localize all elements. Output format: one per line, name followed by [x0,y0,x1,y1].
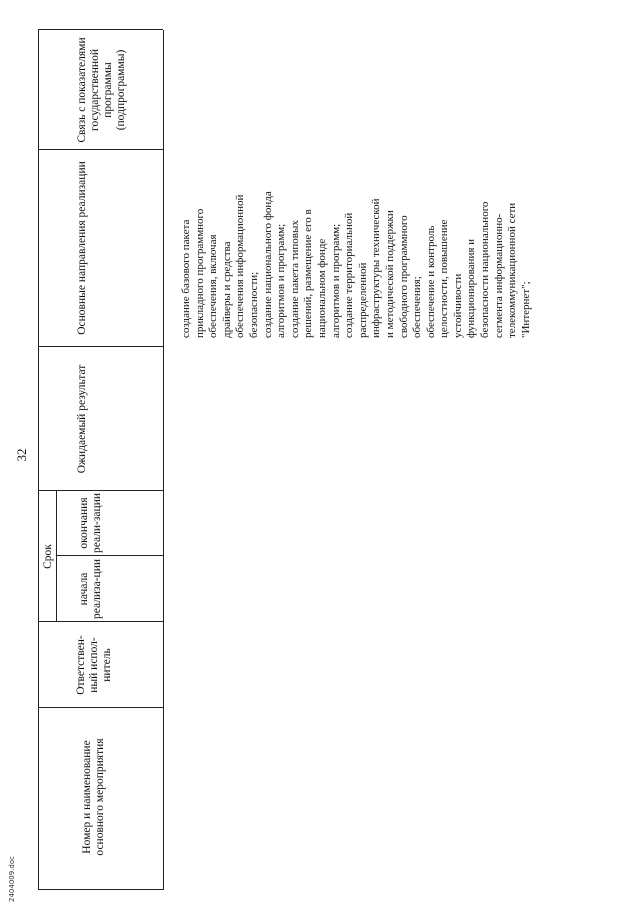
direction-line: инфраструктуры технической [370,198,383,338]
direction-line: прикладного программного [193,208,206,338]
header-responsible: Ответствен-ный испол-нитель [74,635,113,695]
rotated-page [14,20,610,890]
direction-line: национальном фонде [315,238,328,338]
col-rule-0 [38,889,163,890]
footer-filename: 2404009.doc [8,856,16,902]
direction-line: обеспечения информационной [234,194,247,338]
header-measure-name: Номер и наименование основного мероприятия [81,738,106,856]
header-srok: Срок [41,544,54,569]
direction-line: телекоммуникационной сети [506,202,519,338]
directions-text [180,191,533,338]
table-header-bottom-rule [163,30,164,890]
header-indicators: Связь с показателями государственной программы (подпрограммы) [76,37,127,143]
header-start: начала реализа-ции [78,558,103,620]
direction-line: целостности, повышение [438,219,451,338]
col-rule-6 [38,149,163,150]
direction-line: создание пакета типовых [288,220,301,338]
direction-line: безопасности; [247,271,260,338]
direction-line: обеспечения; [411,276,424,338]
direction-line: алгоритмов и программ; [329,223,342,338]
direction-line: алгоритмов и программ; [275,223,288,338]
direction-line: свободного программного [397,215,410,338]
direction-line: создание территориальной [343,212,356,338]
direction-line: решений, размещение его в [302,209,315,338]
page-number: 32 [14,448,29,462]
direction-line: распределенной [356,262,369,338]
direction-line: "Интернет"; [519,281,532,338]
direction-line: и методической поддержки [383,210,396,338]
col-rule-5 [38,346,163,347]
table-top-rule [38,30,39,890]
header-expected-result: Ожидаемый результат [75,364,88,474]
col-rule-2 [38,621,163,622]
col-rule-7 [38,29,163,30]
direction-line: устойчивости [451,273,464,338]
direction-line: сегмента информационно- [492,213,505,338]
header-end: окончания реали-зации [78,492,103,554]
direction-line: создание национального фонда [261,191,274,338]
direction-line: безопасности национального [479,201,492,338]
direction-line: обеспечения, включая [207,234,220,338]
direction-line: функционирования и [465,238,478,338]
direction-line: обеспечение и контроль [424,225,437,338]
header-directions: Основные направления реализации [75,161,88,335]
direction-line: драйверы и средства [220,241,233,338]
col-rule-1 [38,707,163,708]
col-rule-4 [38,490,163,491]
srok-divider-rule [56,491,57,622]
direction-line: создание базового пакета [180,219,192,338]
col-rule-3 [56,555,163,556]
